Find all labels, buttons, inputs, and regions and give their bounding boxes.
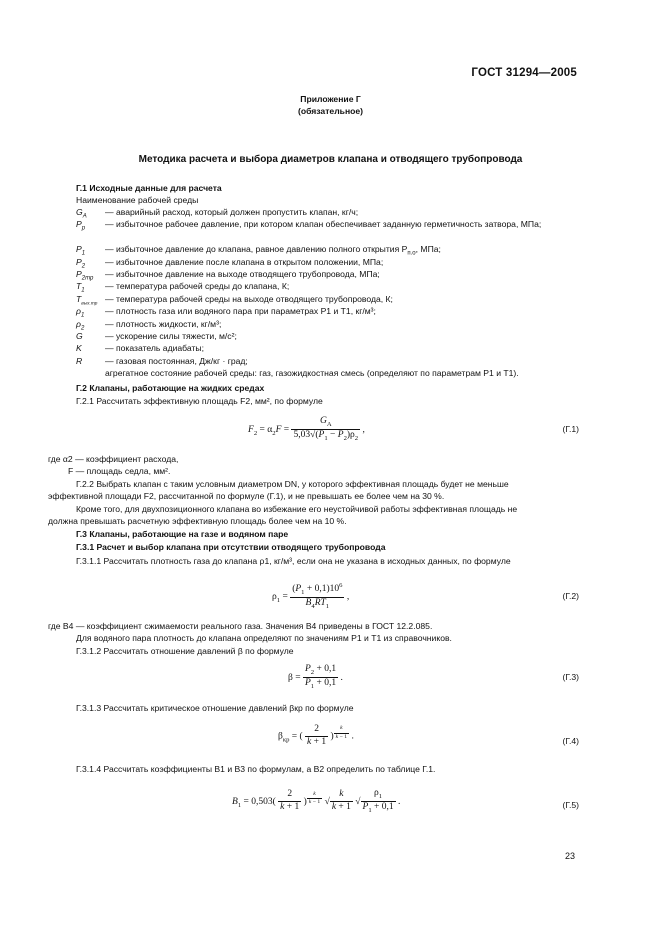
definitions-list	[76, 207, 586, 380]
standard-header: ГОСТ 31294—2005	[471, 67, 577, 79]
def-k: K — показатель адиабаты;	[76, 343, 204, 354]
formula-g2-number: (Г.2)	[562, 591, 579, 601]
def-rho1: $\rho_1$ — плотность газа или водяного пара при параметрах P1 и T1, кг/м³;	[76, 306, 376, 319]
g2-3-text-cont: должна превышать расчетную эффективную площадь более чем на 10 %.	[48, 516, 347, 526]
def-t1: $T_1$ — температура рабочей среды до клапана, К;	[76, 281, 290, 295]
section-g1-heading: Г.1 Исходные данные для расчета	[76, 183, 222, 193]
g2-1-text: Г.2.1 Рассчитать эффективную площадь F2, мм², по формуле	[76, 396, 323, 406]
def-rho2: $\rho_2$ — плотность жидкости, кг/м³;	[76, 318, 222, 332]
formula-g1: $F_2 = \alpha_2F$ = $\frac{G_A}{5,03√(P_1 - P_2)\rho_2}$ ,	[248, 416, 365, 443]
def-p1: $P_1$ — избыточное давление до клапана, равное давлению полного открытия $P_{п.о}$, МПа;	[76, 244, 441, 257]
g3-1-1-text: Г.3.1.1 Рассчитать плотность газа до клапана ρ1, кг/м³, если она не указана в исходных данных, по формуле	[76, 556, 511, 566]
section-g2-heading: Г.2 Клапаны, работающие на жидких средах	[76, 383, 265, 393]
appendix-title: Приложение Г	[300, 94, 361, 104]
medium-name-label: Наименование рабочей среды	[76, 195, 199, 205]
formula-g5-number: (Г.5)	[562, 800, 579, 810]
g2-3-text: Кроме того, для двухпозиционного клапана во избежание его неустойчивой работы эффективная площадь не	[76, 504, 518, 514]
page-number: 23	[564, 851, 575, 861]
g2-2-text: Г.2.2 Выбрать клапан с таким условным диаметром DN, у которого эффективная площадь будет не меньше	[76, 479, 509, 489]
formula-g2: $\rho_1$ = $\frac{(P_1 + 0,1)10^6}{B_4RT_1}$ ,	[272, 582, 350, 611]
main-title: Методика расчета и выбора диаметров клапана и отводящего трубопровода	[138, 154, 523, 165]
def-state: агрегатное состояние рабочей среды: газ, газожидкостная смесь (определяют по параметрам P1 и T1).	[105, 368, 519, 379]
def-g: G — ускорение силы тяжести, м/с²;	[76, 330, 237, 341]
def-tout: $T_{вых.тр}$ — температура рабочей среды на выходе отводящего трубопровода, К;	[76, 293, 393, 307]
steam-density-text: Для водяного пара плотность до клапана определяют по значениям P1 и T1 из справочников.	[76, 633, 452, 643]
g3-1-4-text: Г.3.1.4 Рассчитать коэффициенты B1 и B3 по формулам, а B2 определить по таблице Г.1.	[76, 764, 436, 774]
g3-1-2-text: Г.3.1.2 Рассчитать отношение давлений β по формуле	[76, 646, 294, 656]
formula-g1-number: (Г.1)	[562, 424, 579, 434]
formula-g3-number: (Г.3)	[562, 672, 579, 682]
g3-1-3-text: Г.3.1.3 Рассчитать критическое отношение давлений βкр по формуле	[76, 703, 354, 713]
where-f: F — площадь седла, мм².	[68, 466, 171, 476]
def-pr: $P_р$ — избыточное рабочее давление, при котором клапан обеспечивает заданную герметичность затвора, МПа;	[76, 219, 542, 233]
def-r: R — газовая постоянная, Дж/кг · град;	[76, 355, 248, 366]
section-g3-1-heading: Г.3.1 Расчет и выбор клапана при отсутствии отводящего трубопровода	[76, 542, 386, 552]
formula-g4-number: (Г.4)	[562, 736, 579, 746]
formula-g3: β = $\frac{P_2 + 0,1}{P_1 + 0,1}$ .	[288, 664, 343, 691]
g2-2-text-cont: эффективной площади F2, рассчитанной по формуле (Г.1), и не превышать ее более чем на 30 %.	[48, 491, 445, 501]
section-g3-heading: Г.3 Клапаны, работающие на газе и водяном паре	[76, 529, 289, 539]
def-ga: $G_A$ — аварийный расход, который должен пропустить клапан, кг/ч;	[76, 207, 359, 220]
where-b4: где B4 — коэффициент сжимаемости реального газа. Значения B4 приведены в ГОСТ 12.2.085.	[48, 621, 433, 631]
where-alpha: где α2 — коэффициент расхода,	[48, 454, 179, 464]
def-p2tr: $P_{2тр}$ — избыточное давление на выходе отводящего трубопровода, МПа;	[76, 268, 380, 282]
def-p2: $P_2$ — избыточное давление после клапана в открытом положении, МПа;	[76, 256, 384, 270]
formula-g5: $B_1 = 0,503$( $\frac{2}{k + 1}$ ) $^{\frac{k}{k - 1}}$ √ $\frac{k}{k + 1}$ √ $\frac{\rho_1}{P_1 + 0,1}$ .	[232, 788, 401, 815]
appendix-status: (обязательное)	[297, 106, 364, 116]
formula-g4: $\beta_{кр}$ = ( $\frac{2}{k + 1}$ ) $^{\frac{k}{k - 1}}$ .	[278, 724, 354, 747]
